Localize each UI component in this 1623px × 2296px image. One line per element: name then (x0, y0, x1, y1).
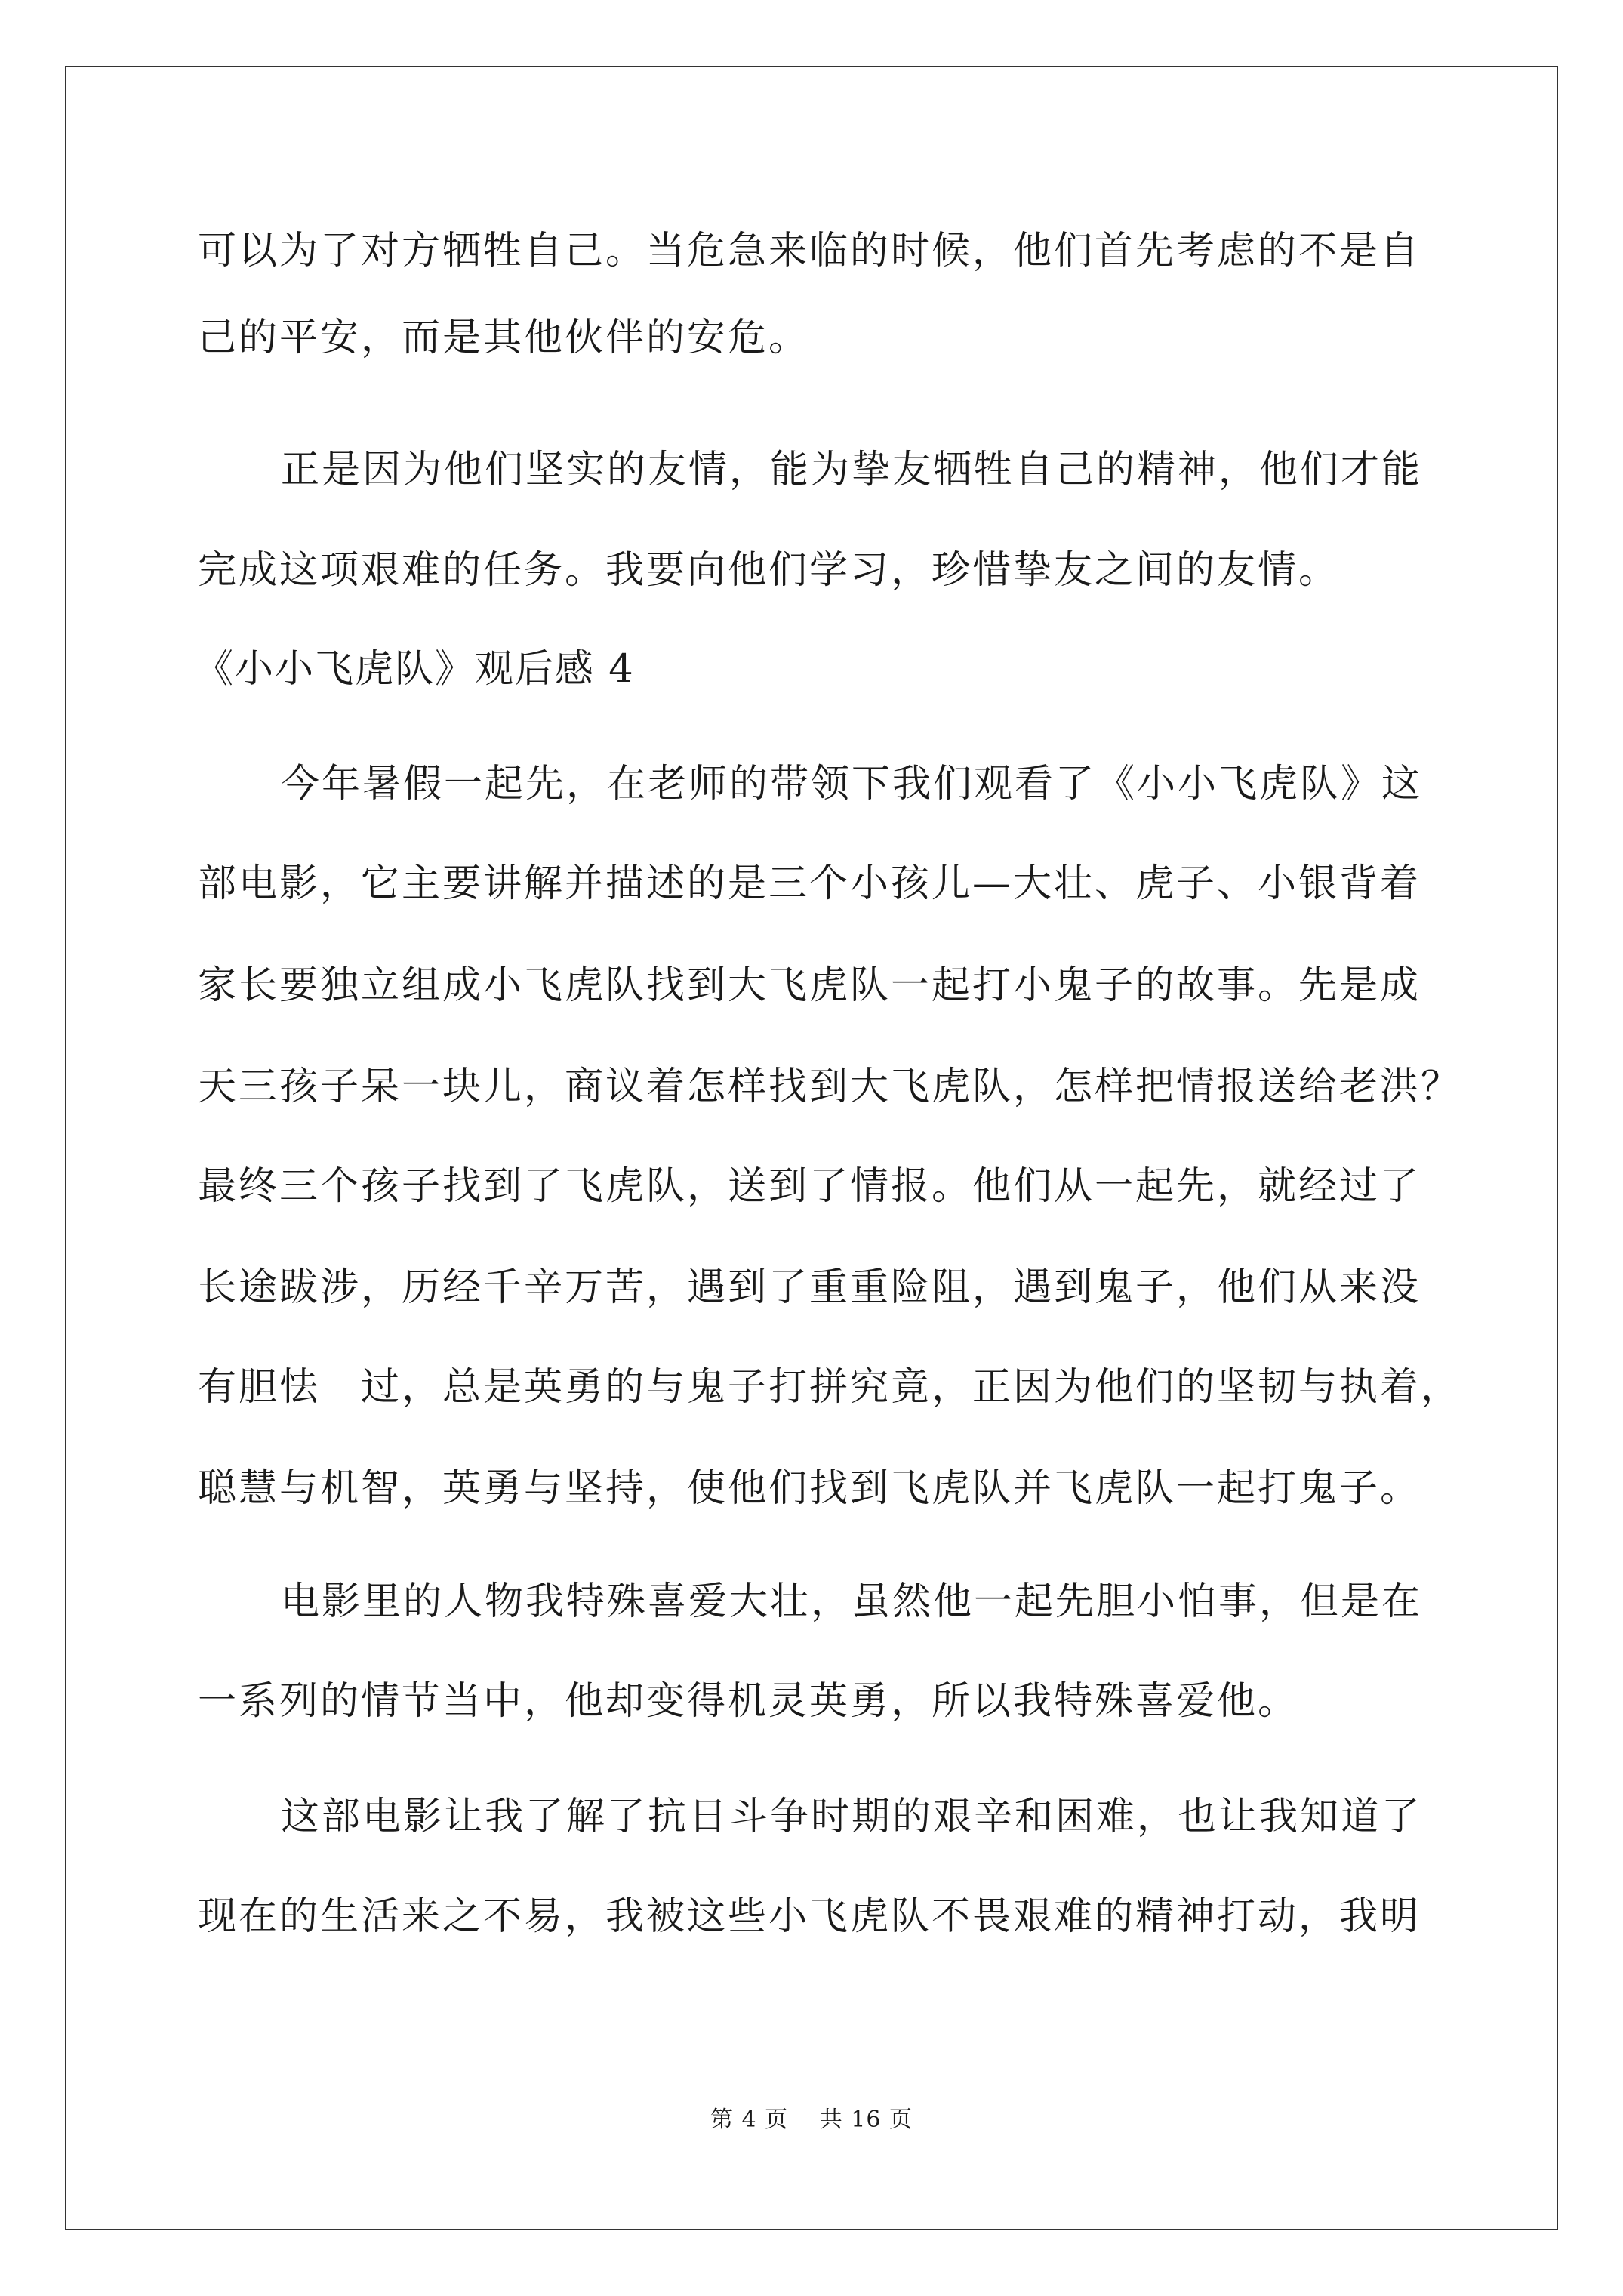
paragraph-3-line-2: 部电影，它主要讲解并描述的是三个小孩儿—大壮、虎子、小银背着 (198, 861, 1421, 906)
paragraph-2-line-1: 正是因为他们坚实的友情，能为挚友牺牲自己的精神，他们才能 (281, 448, 1423, 492)
paragraph-3-line-6: 长途跋涉，历经千辛万苦，遇到了重重险阻，遇到鬼子，他们从来没 (198, 1265, 1421, 1310)
paragraph-4-line-2: 一系列的情节当中，他却变得机灵英勇，所以我特殊喜爱他。 (198, 1679, 1299, 1724)
paragraph-4-line-1: 电影里的人物我特殊喜爱大壮，虽然他一起先胆小怕事，但是在 (281, 1579, 1423, 1624)
paragraph-3-line-4: 天三孩子呆一块儿，商议着怎样找到大飞虎队，怎样把情报送给老洪？ (198, 1065, 1462, 1109)
page-number-footer: 第 4 页 共 16 页 (710, 2106, 913, 2133)
paragraph-1-line-2: 己的平安，而是其他伙伴的安危。 (198, 316, 810, 360)
paragraph-5-line-2: 现在的生活来之不易，我被这些小飞虎队不畏艰难的精神打动，我明 (198, 1894, 1421, 1939)
paragraph-2-line-2: 完成这项艰难的任务。我要向他们学习，珍惜挚友之间的友情。 (198, 548, 1340, 593)
paragraph-3-line-7: 有胆怯 过，总是英勇的与鬼子打拼究竟，正因为他们的坚韧与执着， (198, 1365, 1462, 1410)
section-heading: 《小小飞虎队》观后感 4 (195, 647, 635, 692)
paragraph-5-line-1: 这部电影让我了解了抗日斗争时期的艰辛和困难，也让我知道了 (281, 1795, 1423, 1839)
paragraph-3-line-8: 聪慧与机智，英勇与坚持，使他们找到飞虎队并飞虎队一起打鬼子。 (198, 1466, 1421, 1511)
paragraph-3-line-3: 家长要独立组成小飞虎队找到大飞虎队一起打小鬼子的故事。先是成 (198, 963, 1421, 1008)
paragraph-3-line-5: 最终三个孩子找到了飞虎队，送到了情报。他们从一起先，就经过了 (198, 1164, 1421, 1209)
paragraph-3-line-1: 今年暑假一起先，在老师的带领下我们观看了《小小飞虎队》这 (281, 762, 1423, 806)
paragraph-1-line-1: 可以为了对方牺牲自己。当危急来临的时候，他们首先考虑的不是自 (198, 229, 1421, 273)
